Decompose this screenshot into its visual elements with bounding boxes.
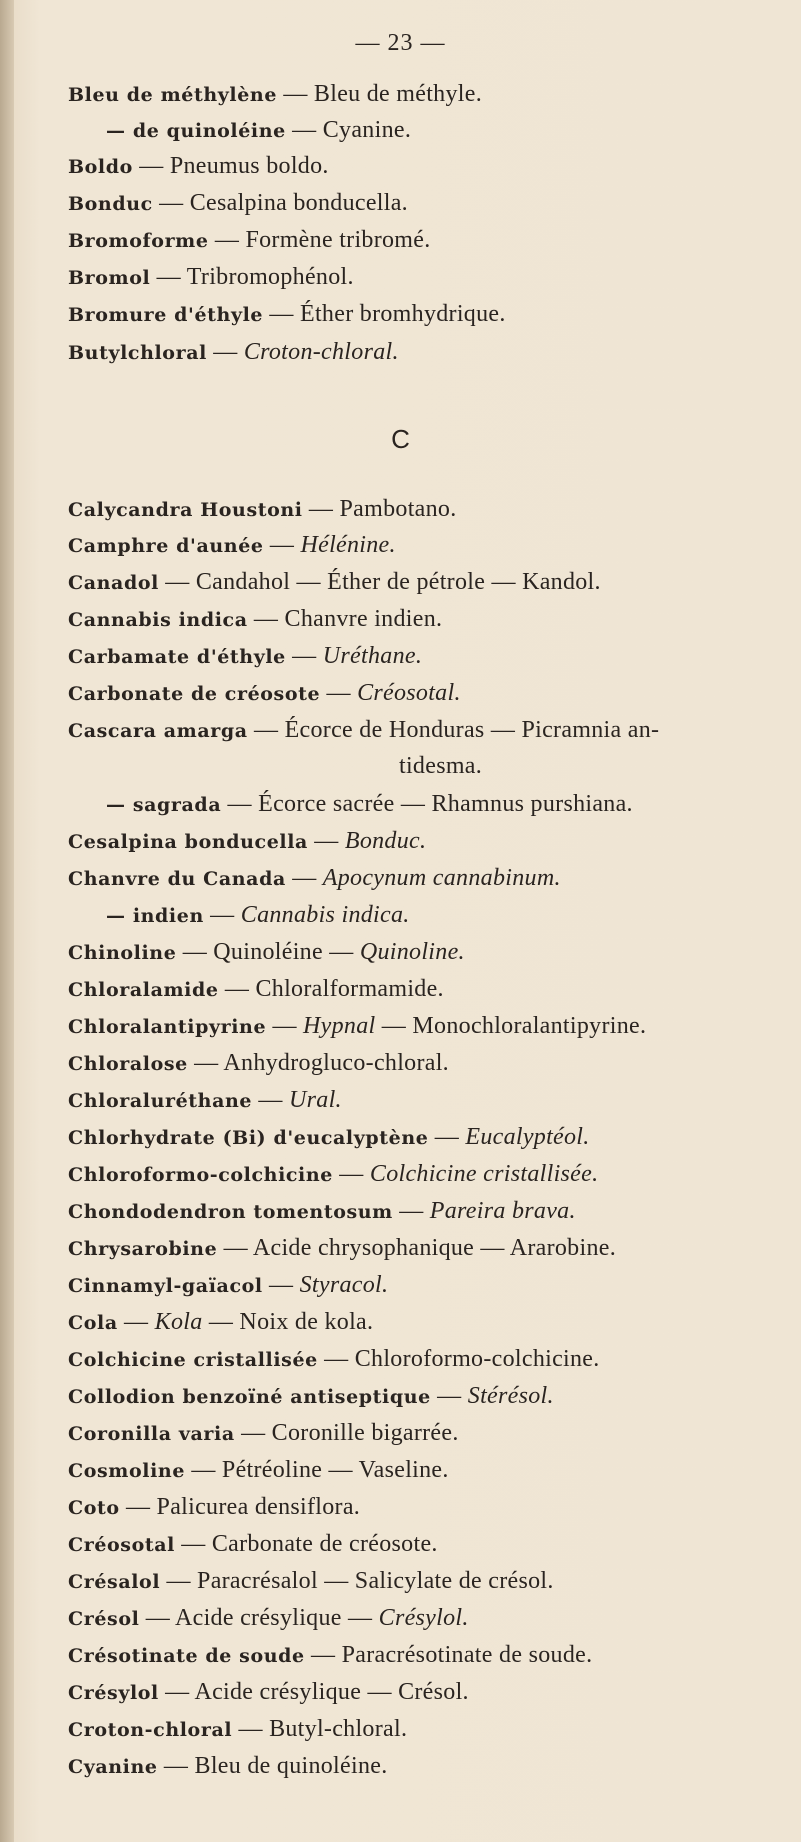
entry-definition-italic: Stérésol. [467,1383,554,1409]
entry-definition-text: — [203,902,241,928]
glossary-entry [68,1232,788,1265]
entry-term: Calycandra Houstoni [68,499,303,521]
entry-definition-text: — Acide crésylique — Crésol. [158,1679,469,1705]
entry-definition-text: — Pambotano. [302,496,457,522]
glossary-entry [68,1158,788,1191]
entry-definition-text: — Chloroformo-colchicine. [317,1346,600,1372]
entry-definition [150,264,353,290]
glossary-entry [68,224,788,257]
entry-term: Bleu de méthylène [68,84,278,106]
entry-definition-text: — Palicurea densiflora. [119,1494,361,1520]
entry-definition-text: — Pneumus boldo. [132,153,329,179]
entry-term: Cesalpina bonducella [68,831,308,853]
entry-definition-text: — Anhydrogluco-chloral. [187,1050,449,1076]
entry-definition [428,1124,589,1150]
section-letter: C [391,424,410,454]
entry-term: Crésotinate de soude [68,1645,305,1667]
entry-term: — sagrada [106,794,222,816]
entry-term: Chondodendron tomentosum [68,1201,393,1223]
glossary-entry [68,298,788,331]
glossary-entry [68,1306,788,1339]
glossary-entry [68,1010,788,1043]
entry-term: Chanvre du Canada [68,868,286,890]
entry-definition-italic: Apocynum cannabinum. [322,865,561,891]
entry-definition-italic: Styracol. [299,1272,389,1298]
entry-definition [217,1235,616,1261]
entry-definition [277,81,482,107]
entry-definition [263,1272,389,1298]
entry-definition-text: — Écorce sacrée — Rhamnus purshiana. [221,791,633,817]
glossary-entry [68,1343,788,1376]
entry-definition [160,1568,554,1594]
glossary-entry [68,1676,788,1709]
glossary-entry [68,1121,788,1154]
entry-term: Chloraluréthane [68,1090,253,1112]
entry-term: Crésalol [68,1571,161,1593]
glossary-entry [68,150,788,183]
entry-definition [303,496,457,522]
entry-term: — de quinoléine [106,120,286,142]
entry-definition-text: — [263,532,301,558]
entry-definition-after: — Monochloralantipyrine. [375,1013,647,1039]
entry-definition [209,227,431,253]
entry-term: Chlorhydrate (Bi) d'eucalyptène [68,1127,429,1149]
entry-term: Chloralamide [68,979,219,1001]
entry-term: Crésol [68,1608,140,1630]
glossary-entry [68,603,788,636]
entry-definition [159,1679,469,1705]
entry-definition-text: — [262,1272,300,1298]
entry-term: Cola [68,1312,118,1334]
entry-definition-text: — [206,339,244,365]
glossary-entry [68,78,788,111]
entry-definition [159,569,601,595]
glossary-entry [68,973,788,1006]
entry-term: Coronilla varia [68,1423,235,1445]
entry-definition [139,1605,468,1631]
entry-definition-text: — [320,680,358,706]
entry-definition-italic: Quinoline. [359,939,465,965]
entry-definition-text: — Paracrésotinate de soude. [304,1642,593,1668]
entry-definition-text: — [428,1124,466,1150]
entry-definition [320,680,461,706]
entry-definition-text: — [252,1087,289,1113]
entry-definition-text: — Cyanine. [285,117,412,143]
entry-definition [221,791,633,817]
glossary-entry [68,1750,788,1783]
entry-definition-text: — Pétréoline — Vaseline. [185,1457,449,1483]
entry-definition [264,532,396,558]
entry-definition [252,1087,342,1113]
entry-definition [266,1013,646,1039]
glossary-entry [68,1639,788,1672]
entry-definition [232,1716,407,1742]
entry-term: Cyanine [68,1756,158,1778]
entry-definition [176,939,464,965]
entry-definition [158,1753,388,1779]
entry-term: Chinoline [68,942,177,964]
entry-definition-text: — Tribromophénol. [150,264,354,290]
entry-definition-italic: Bonduc. [344,828,427,854]
entry-definition-text: — Paracrésalol — Salicylate de crésol. [160,1568,554,1594]
entry-definition-italic: Eucalyptéol. [465,1124,590,1150]
entry-definition-text: — [266,1013,304,1039]
entry-definition-text: — Bleu de quinoléine. [157,1753,388,1779]
entry-term: Bromure d'éthyle [68,304,264,326]
glossary-entry [68,714,788,747]
glossary-entry [68,825,788,858]
glossary-entry [68,1491,788,1524]
entry-definition-italic: Croton-chloral. [243,339,399,365]
entry-term: Créosotal [68,1534,175,1556]
entry-definition-italic: Hypnal [303,1013,376,1039]
entry-definition-text: — Chloralformamide. [218,976,444,1002]
entry-term: Canadol [68,572,159,594]
entry-term: Chloroformo-colchicine [68,1164,333,1186]
entry-definition [185,1457,449,1483]
entry-definition-text: — [285,643,323,669]
entry-definition [393,1198,576,1224]
entry-definition-text: — Quinoléine — [176,939,360,965]
entry-definition-text: — [332,1161,370,1187]
glossary-entry [68,1565,788,1598]
entry-term: Bromol [68,267,151,289]
entry-term: Cascara amarga [68,720,248,742]
entry-definition-text: — [392,1198,430,1224]
entry-definition-italic: Colchicine cristallisée. [369,1161,599,1187]
glossary-entry [68,1417,788,1450]
entry-definition [248,606,443,632]
entry-definition-text: — [117,1309,155,1335]
glossary-entry [68,336,788,369]
entry-term: Colchicine cristallisée [68,1349,318,1371]
entry-term: Collodion benzoïné antiseptique [68,1386,431,1408]
entry-definition [333,1161,598,1187]
entry-term: Cosmoline [68,1460,186,1482]
page-number: — 23 — [355,30,446,56]
glossary-entry [68,1454,788,1487]
glossary-entry [399,750,801,782]
entry-term: Cinnamyl-gaïacol [68,1275,263,1297]
glossary-entry [68,493,788,526]
entry-definition-italic: Kola [154,1309,203,1335]
glossary-entry [68,187,788,220]
entry-definition-text: — Formène tribromé. [208,227,431,253]
glossary-entry [68,936,788,969]
entry-definition-italic: Ural. [289,1087,342,1113]
entry-definition-text: — Acide chrysophanique — Ararobine. [217,1235,616,1261]
entry-definition [175,1531,438,1557]
glossary-entry [68,261,788,294]
entry-definition [207,339,399,365]
entry-term: — indien [106,905,204,927]
entry-definition-after: — Noix de kola. [202,1309,374,1335]
entry-definition-italic: Pareira brava. [429,1198,576,1224]
entry-definition-italic: Uréthane. [322,643,423,669]
entry-definition [286,117,411,143]
entry-definition [305,1642,593,1668]
entry-definition-text: tidesma. [399,753,483,779]
entry-definition [120,1494,360,1520]
entry-term: Boldo [68,156,133,178]
entry-definition-text: — Chanvre indien. [247,606,443,632]
entry-definition-text: — Éther bromhydrique. [263,301,506,327]
glossary-entry [106,114,801,147]
entry-definition-text: — Écorce de Honduras — Picramnia an- [247,717,660,743]
entry-definition [318,1346,600,1372]
entry-definition [235,1420,459,1446]
entry-definition-text: — [430,1383,468,1409]
glossary-entry [68,1380,788,1413]
entry-definition-italic: Créosotal. [357,680,461,706]
entry-term: Cannabis indica [68,609,248,631]
entry-definition [219,976,444,1002]
entry-definition [248,717,660,743]
entry-definition-text: — Carbonate de créosote. [174,1531,438,1557]
entry-definition [399,753,482,779]
entry-term: Bromoforme [68,230,209,252]
glossary-entry [68,862,788,895]
entry-term: Camphre d'aunée [68,535,264,557]
entry-definition [118,1309,374,1335]
entry-definition [263,301,506,327]
page-binding-edge [0,0,14,1842]
entry-definition-text: — Acide crésylique — [139,1605,379,1631]
entry-definition-text: — [285,865,323,891]
entry-definition-text: — Candahol — Éther de pétrole — Kandol. [158,569,601,595]
entry-term: Chrysarobine [68,1238,218,1260]
entry-term: Croton-chloral [68,1719,233,1741]
entry-term: Crésylol [68,1682,159,1704]
entry-definition [286,643,422,669]
glossary-entry [68,1195,788,1228]
entry-definition [188,1050,449,1076]
entry-definition [153,190,408,216]
entry-definition-text: — Butyl-chloral. [232,1716,408,1742]
glossary-entry [68,1602,788,1635]
glossary-entry [68,1084,788,1117]
entry-term: Butylchloral [68,342,207,364]
entry-definition-italic: Hélénine. [300,532,396,558]
glossary-entry [68,529,788,562]
glossary-entry [68,566,788,599]
entry-definition-text: — Cesalpina bonducella. [152,190,408,216]
entry-definition-italic: Crésylol. [378,1605,469,1631]
entry-definition [431,1383,554,1409]
glossary-entry [106,899,801,932]
glossary-entry [68,1713,788,1746]
entry-definition-text: — Bleu de méthyle. [277,81,483,107]
entry-term: Chloralantipyrine [68,1016,267,1038]
entry-term: Carbamate d'éthyle [68,646,286,668]
entry-definition-text: — Coronille bigarrée. [234,1420,459,1446]
entry-definition [286,865,561,891]
glossary-entry [68,1269,788,1302]
glossary-entry [68,1047,788,1080]
entry-definition [308,828,426,854]
entry-term: Carbonate de créosote [68,683,321,705]
entry-definition-italic: Cannabis indica. [240,902,410,928]
glossary-entry [68,1528,788,1561]
entry-definition [133,153,329,179]
entry-term: Bonduc [68,193,153,215]
entry-term: Coto [68,1497,120,1519]
entry-term: Chloralose [68,1053,188,1075]
glossary-entry [68,677,788,710]
glossary-entry [106,788,801,821]
entry-definition-text: — [307,828,345,854]
glossary-entry [68,640,788,673]
entry-definition [204,902,410,928]
